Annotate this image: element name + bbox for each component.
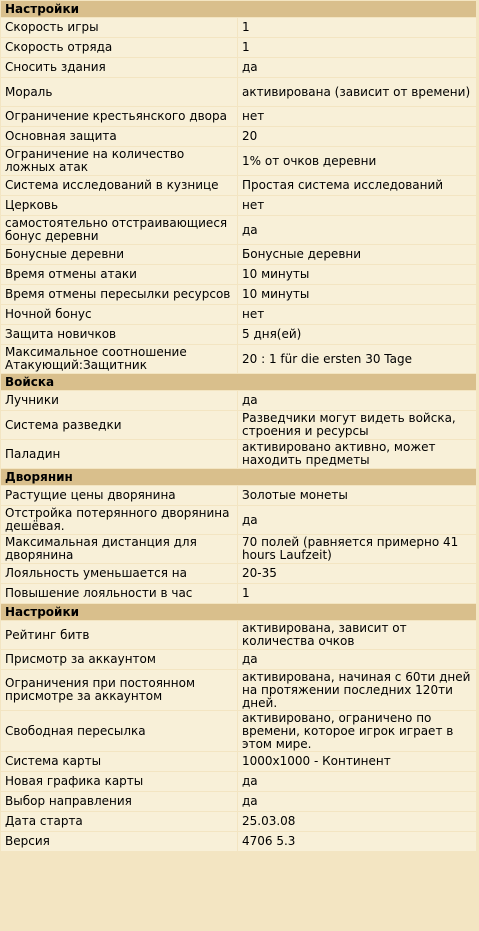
table-row: [1, 305, 476, 324]
section-title: Войска: [1, 374, 476, 390]
row-value: Простая система исследований: [238, 176, 476, 195]
table-row: [1, 411, 476, 439]
table-row: [1, 245, 476, 264]
table-row: [1, 440, 476, 468]
row-value: 5 дня(ей): [238, 325, 476, 344]
row-value: 10 минуты: [238, 285, 476, 304]
row-label: Бонусные деревни: [1, 245, 237, 264]
row-label: Время отмены атаки: [1, 265, 237, 284]
table-row: [1, 621, 476, 649]
row-label: Основная защита: [1, 127, 237, 146]
row-value: да: [238, 506, 476, 534]
table-row: [1, 216, 476, 244]
row-label: Ограничение на количество ложных атак: [1, 147, 237, 175]
table-row: [1, 18, 476, 37]
row-value: да: [238, 216, 476, 244]
row-value: нет: [238, 305, 476, 324]
table-row: [1, 792, 476, 811]
table-row: [1, 325, 476, 344]
row-value: 1% от очков деревни: [238, 147, 476, 175]
row-label: Новая графика карты: [1, 772, 237, 791]
row-label: Лучники: [1, 391, 237, 410]
row-value: 10 минуты: [238, 265, 476, 284]
table-row: [1, 584, 476, 603]
table-row: [1, 127, 476, 146]
table-row: [1, 285, 476, 304]
table-row: [1, 564, 476, 583]
row-value: да: [238, 650, 476, 669]
row-label: Присмотр за аккаунтом: [1, 650, 237, 669]
table-row: [1, 176, 476, 195]
row-value: активирована, начиная с 60ти дней на протяжении последних 120ти дней.: [238, 670, 476, 710]
table-row: [1, 58, 476, 77]
row-label: Рейтинг битв: [1, 621, 237, 649]
row-label: Версия: [1, 832, 237, 851]
row-label: Время отмены пересылки ресурсов: [1, 285, 237, 304]
table-row: [1, 670, 476, 710]
row-label: Система карты: [1, 752, 237, 771]
row-label: Сносить здания: [1, 58, 237, 77]
table-row: [1, 196, 476, 215]
row-value: Разведчики могут видеть войска, строения и ресурсы: [238, 411, 476, 439]
table-row: [1, 772, 476, 791]
row-value: активировано, ограничено по времени, которое игрок играет в этом мире.: [238, 711, 476, 751]
row-label: Свободная пересылка: [1, 711, 237, 751]
row-value: нет: [238, 107, 476, 126]
table-row: [1, 265, 476, 284]
table-row: [1, 650, 476, 669]
table-row: [1, 78, 476, 106]
row-label: Ограничения при постоянном присмотре за аккаунтом: [1, 670, 237, 710]
row-value: 70 полей (равняется примерно 41 hours Laufzeit): [238, 535, 476, 563]
table-row: [1, 535, 476, 563]
row-value: активирована, зависит от количества очков: [238, 621, 476, 649]
section-header-settings: [1, 1, 476, 17]
row-label: Мораль: [1, 78, 237, 106]
row-value: активировано активно, может находить предметы: [238, 440, 476, 468]
table-row: [1, 812, 476, 831]
table-row: [1, 391, 476, 410]
row-value: 25.03.08: [238, 812, 476, 831]
row-label: Повышение лояльности в час: [1, 584, 237, 603]
table-row: [1, 752, 476, 771]
row-value: 1: [238, 18, 476, 37]
row-value: нет: [238, 196, 476, 215]
row-label: Ночной бонус: [1, 305, 237, 324]
row-value: да: [238, 58, 476, 77]
row-value: 1000x1000 - Континент: [238, 752, 476, 771]
table-row: [1, 107, 476, 126]
table-row: [1, 711, 476, 751]
table-row: [1, 486, 476, 505]
row-value: 20 : 1 für die ersten 30 Tage: [238, 345, 476, 373]
row-label: Система разведки: [1, 411, 237, 439]
table-row: [1, 38, 476, 57]
row-label: Растущие цены дворянина: [1, 486, 237, 505]
row-label: Скорость отряда: [1, 38, 237, 57]
row-value: да: [238, 792, 476, 811]
table-row: [1, 345, 476, 373]
row-label: Паладин: [1, 440, 237, 468]
row-label: Церковь: [1, 196, 237, 215]
row-value: Золотые монеты: [238, 486, 476, 505]
row-value: 20-35: [238, 564, 476, 583]
row-value: да: [238, 772, 476, 791]
row-label: Отстройка потерянного дворянина дешёвая.: [1, 506, 237, 534]
row-value: 1: [238, 38, 476, 57]
row-value: 4706 5.3: [238, 832, 476, 851]
row-label: Защита новичков: [1, 325, 237, 344]
row-label: самостоятельно отстраивающиеся бонус деревни: [1, 216, 237, 244]
row-value: 1: [238, 584, 476, 603]
section-title: Дворянин: [1, 469, 476, 485]
section-title: Настройки: [1, 1, 476, 17]
row-label: Лояльность уменьшается на: [1, 564, 237, 583]
row-value: да: [238, 391, 476, 410]
row-label: Дата старта: [1, 812, 237, 831]
section-header-nobles: [1, 469, 476, 485]
row-label: Скорость игры: [1, 18, 237, 37]
row-value: Бонусные деревни: [238, 245, 476, 264]
row-label: Выбор направления: [1, 792, 237, 811]
row-value: активирована (зависит от времени): [238, 78, 476, 106]
table-row: [1, 506, 476, 534]
row-label: Система исследований в кузнице: [1, 176, 237, 195]
section-title: Настройки: [1, 604, 476, 620]
row-label: Максимальная дистанция для дворянина: [1, 535, 237, 563]
table-row: [1, 832, 476, 851]
section-header-misc: [1, 604, 476, 620]
row-value: 20: [238, 127, 476, 146]
row-label: Ограничение крестьянского двора: [1, 107, 237, 126]
table-row: [1, 147, 476, 175]
section-header-troops: [1, 374, 476, 390]
row-label: Максимальное соотношение Атакующий:Защитник: [1, 345, 237, 373]
